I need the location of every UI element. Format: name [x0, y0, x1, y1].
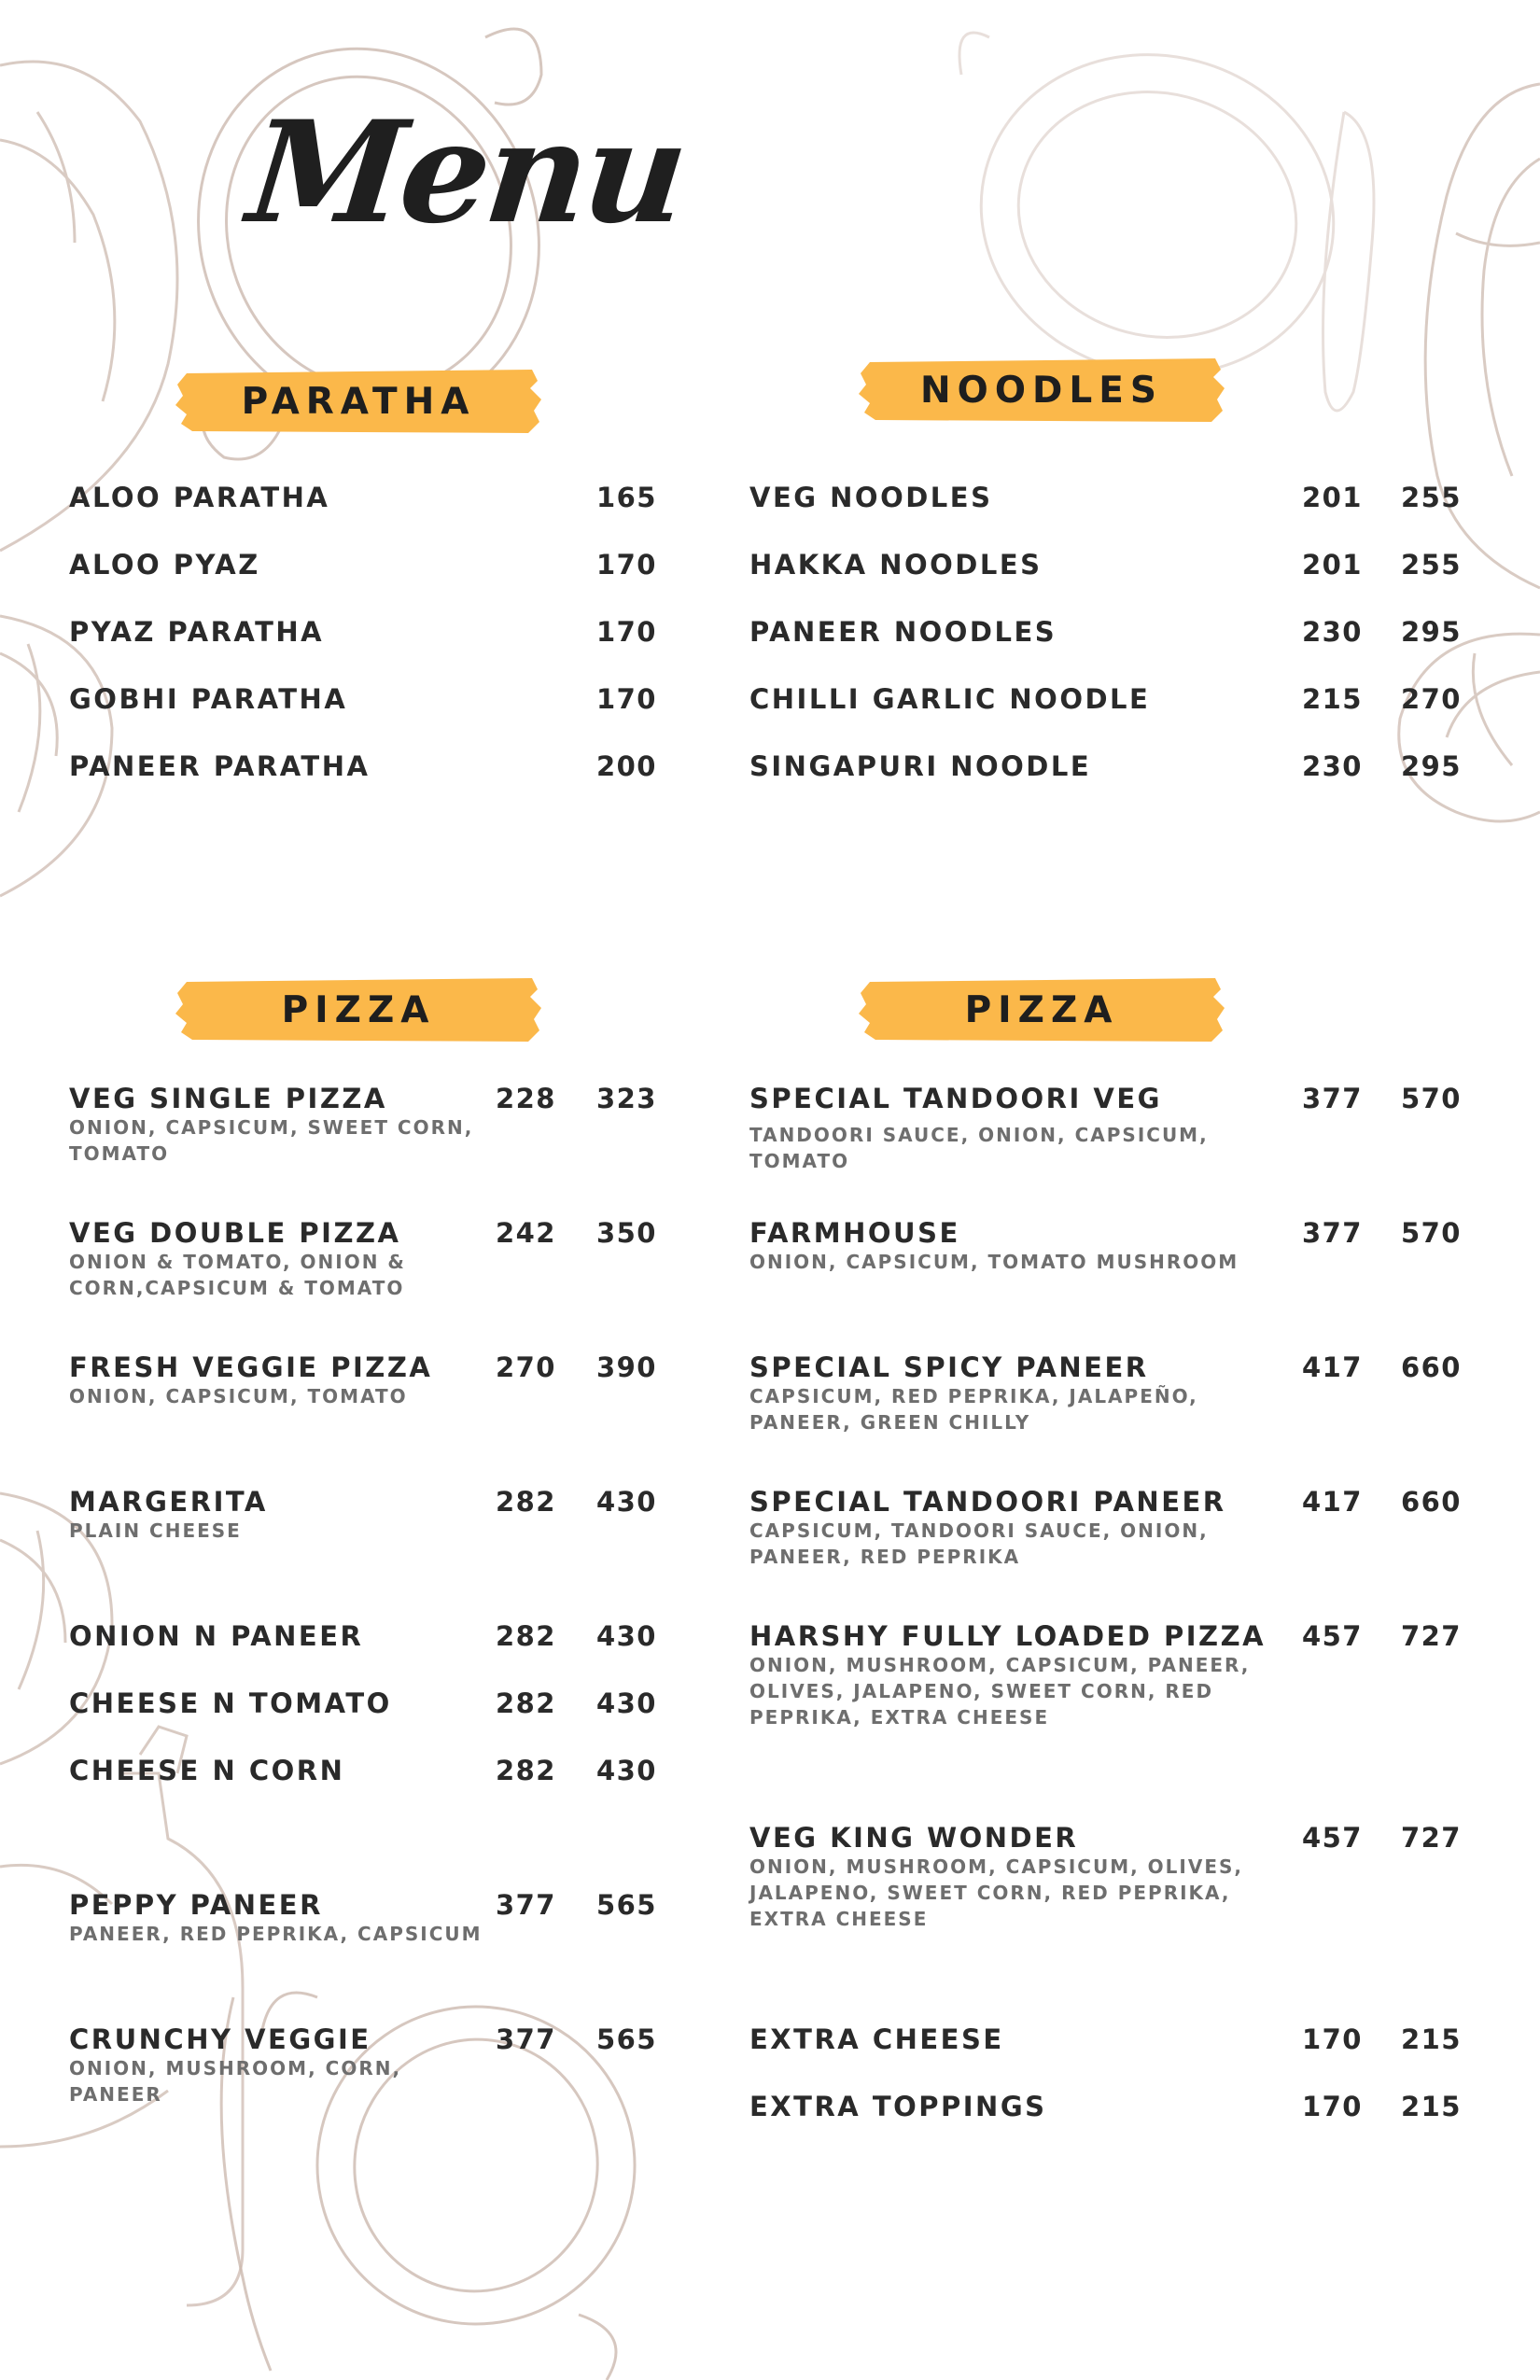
item-name: SINGAPURI NOODLE [749, 750, 1092, 782]
section-heading: PARATHA [241, 380, 476, 423]
item-description: ONION, CAPSICUM, TOMATO [69, 1385, 408, 1407]
item-name: VEG NOODLES [749, 482, 993, 513]
item-name: ALOO PARATHA [69, 482, 330, 513]
item-price-regular: 377 [495, 1889, 556, 1921]
item-price-large: 323 [595, 1083, 657, 1114]
item-description: PLAIN CHEESE [69, 1519, 242, 1542]
item-price: 200 [595, 750, 657, 782]
item-price-regular: 170 [1301, 2091, 1363, 2122]
item-price-regular: 170 [1301, 2023, 1363, 2055]
item-price-regular: 282 [495, 1755, 556, 1786]
item-name: GOBHI PARATHA [69, 683, 348, 715]
item-price-large: 215 [1400, 2023, 1462, 2055]
item-price-regular: 201 [1301, 549, 1363, 581]
item-description: TANDOORI SAUCE, ONION, CAPSICUM, [749, 1124, 1209, 1146]
section-heading: NOODLES [920, 369, 1163, 412]
item-price: 165 [595, 482, 657, 513]
item-price-regular: 282 [495, 1620, 556, 1652]
item-name: CHILLI GARLIC NOODLE [749, 683, 1151, 715]
item-price-regular: 377 [495, 2023, 556, 2055]
item-price-large: 570 [1400, 1217, 1462, 1249]
item-name: CHEESE N CORN [69, 1755, 345, 1786]
item-description: PANEER, GREEN CHILLY [749, 1411, 1031, 1434]
item-name: PYAZ PARATHA [69, 616, 325, 648]
item-price-large: 270 [1400, 683, 1462, 715]
item-price-regular: 230 [1301, 750, 1363, 782]
item-name: VEG SINGLE PIZZA [69, 1083, 387, 1114]
item-name: MARGERITA [69, 1486, 268, 1518]
item-description: ONION & TOMATO, ONION & [69, 1251, 406, 1273]
item-name: EXTRA CHEESE [749, 2023, 1004, 2055]
item-description: CAPSICUM, TANDOORI SAUCE, ONION, [749, 1519, 1209, 1542]
item-price-large: 390 [595, 1351, 657, 1383]
item-description: TOMATO [749, 1150, 850, 1172]
item-name: VEG DOUBLE PIZZA [69, 1217, 401, 1249]
item-price-regular: 215 [1301, 683, 1363, 715]
item-description: ONION, MUSHROOM, CORN, [69, 2057, 402, 2079]
item-price-regular: 417 [1301, 1351, 1363, 1383]
section-banner-paratha [174, 368, 543, 435]
section-heading: PIZZA [964, 988, 1119, 1031]
item-price-regular: 457 [1301, 1620, 1363, 1652]
item-name: EXTRA TOPPINGS [749, 2091, 1047, 2122]
item-name: PEPPY PANEER [69, 1889, 323, 1921]
item-price-large: 727 [1400, 1620, 1462, 1652]
item-price-regular: 377 [1301, 1217, 1363, 1249]
section-heading: PIZZA [281, 988, 436, 1031]
item-name: SPECIAL TANDOORI VEG [749, 1083, 1162, 1114]
item-price-large: 430 [595, 1687, 657, 1719]
item-price-regular: 417 [1301, 1486, 1363, 1518]
item-name: CRUNCHY VEGGIE [69, 2023, 371, 2055]
item-description: ONION, MUSHROOM, CAPSICUM, PANEER, [749, 1654, 1251, 1676]
item-name: VEG KING WONDER [749, 1822, 1079, 1854]
item-price-regular: 282 [495, 1687, 556, 1719]
item-description: PANEER, RED PEPRIKA, CAPSICUM [69, 1923, 483, 1945]
section-banner-pizza_right [857, 976, 1226, 1043]
item-price: 170 [595, 549, 657, 581]
item-name: PANEER NOODLES [749, 616, 1057, 648]
item-price-large: 565 [595, 1889, 657, 1921]
item-price-large: 430 [595, 1486, 657, 1518]
item-price-large: 430 [595, 1620, 657, 1652]
item-description: CAPSICUM, RED PEPRIKA, JALAPEÑO, [749, 1385, 1198, 1407]
item-name: SPECIAL SPICY PANEER [749, 1351, 1149, 1383]
item-price-large: 570 [1400, 1083, 1462, 1114]
item-description: ONION, MUSHROOM, CAPSICUM, OLIVES, [749, 1855, 1244, 1878]
item-price-large: 565 [595, 2023, 657, 2055]
item-name: HARSHY FULLY LOADED PIZZA [749, 1620, 1267, 1652]
item-price-large: 660 [1400, 1351, 1462, 1383]
item-price-regular: 230 [1301, 616, 1363, 648]
item-price: 170 [595, 616, 657, 648]
item-name: SPECIAL TANDOORI PANEER [749, 1486, 1226, 1518]
item-price-large: 295 [1400, 750, 1462, 782]
item-price-regular: 282 [495, 1486, 556, 1518]
item-price-large: 660 [1400, 1486, 1462, 1518]
item-name: PANEER PARATHA [69, 750, 371, 782]
item-description: JALAPENO, SWEET CORN, RED PEPRIKA, [749, 1882, 1231, 1904]
item-description: OLIVES, JALAPENO, SWEET CORN, RED [749, 1680, 1214, 1702]
item-price-regular: 457 [1301, 1822, 1363, 1854]
section-banner-noodles [857, 357, 1226, 424]
item-price-large: 255 [1400, 549, 1462, 581]
item-price-large: 727 [1400, 1822, 1462, 1854]
item-price: 170 [595, 683, 657, 715]
item-name: ONION N PANEER [69, 1620, 364, 1652]
item-name: ALOO PYAZ [69, 549, 260, 581]
item-description: PANEER [69, 2083, 162, 2106]
item-price-regular: 270 [495, 1351, 556, 1383]
item-price-regular: 242 [495, 1217, 556, 1249]
item-price-large: 215 [1400, 2091, 1462, 2122]
item-description: ONION, CAPSICUM, SWEET CORN, [69, 1116, 474, 1139]
item-description: EXTRA CHEESE [749, 1908, 929, 1930]
item-name: FRESH VEGGIE PIZZA [69, 1351, 433, 1383]
section-banner-pizza_left [174, 976, 543, 1043]
item-price-large: 295 [1400, 616, 1462, 648]
item-description: TOMATO [69, 1142, 170, 1165]
item-description: PEPRIKA, EXTRA CHEESE [749, 1706, 1050, 1729]
item-price-regular: 201 [1301, 482, 1363, 513]
item-price-regular: 377 [1301, 1083, 1363, 1114]
item-price-large: 350 [595, 1217, 657, 1249]
item-name: FARMHOUSE [749, 1217, 960, 1249]
item-name: HAKKA NOODLES [749, 549, 1043, 581]
item-price-large: 430 [595, 1755, 657, 1786]
item-price-regular: 228 [495, 1083, 556, 1114]
item-price-large: 255 [1400, 482, 1462, 513]
menu-title: Menu [241, 91, 692, 255]
item-description: PANEER, RED PEPRIKA [749, 1546, 1021, 1568]
item-description: CORN,CAPSICUM & TOMATO [69, 1277, 405, 1299]
item-name: CHEESE N TOMATO [69, 1687, 392, 1719]
item-description: ONION, CAPSICUM, TOMATO MUSHROOM [749, 1251, 1239, 1273]
